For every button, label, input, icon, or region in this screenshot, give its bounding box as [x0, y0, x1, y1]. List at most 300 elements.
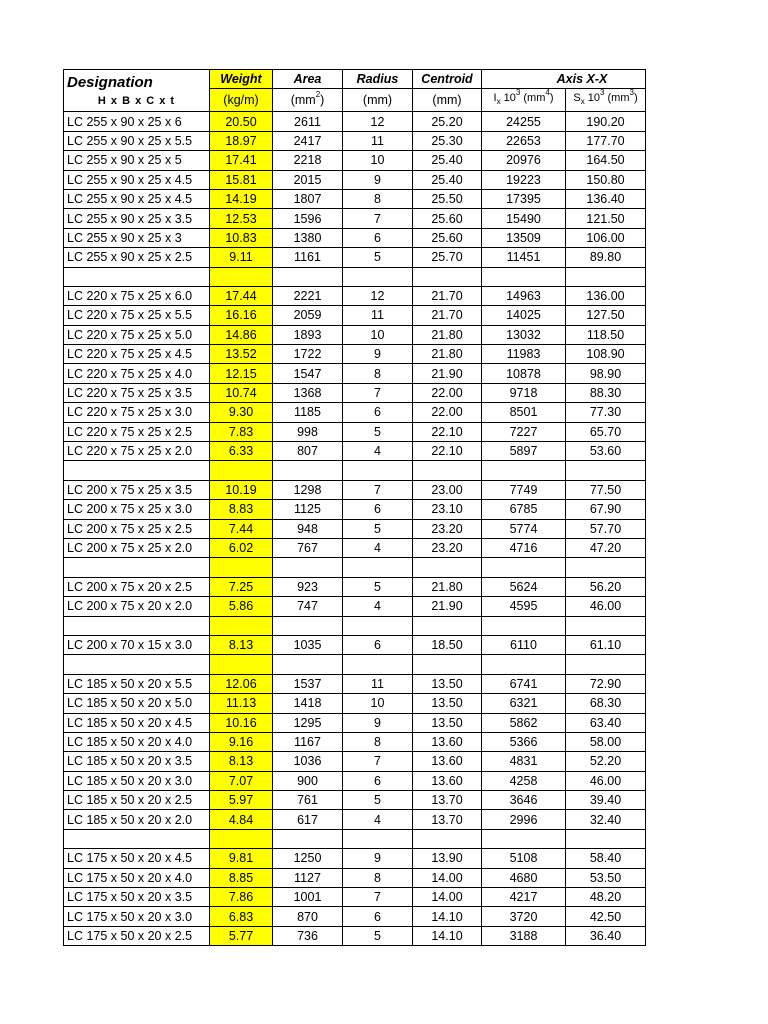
radius-cell: 9: [343, 849, 413, 868]
ix-cell: 4258: [482, 771, 566, 790]
radius-cell: 5: [343, 519, 413, 538]
area-cell: 807: [273, 442, 343, 461]
table-row: [64, 112, 646, 131]
designation-cell: LC 185 x 50 x 20 x 3.0: [64, 771, 210, 790]
weight-cell: 7.83: [210, 422, 273, 441]
centroid-cell: 13.70: [413, 791, 482, 810]
ix-cell: 24255: [482, 112, 566, 131]
centroid-cell: 21.80: [413, 325, 482, 344]
ix-cell: [482, 655, 566, 674]
table-row: [64, 732, 646, 751]
sx-cell: 118.50: [566, 325, 646, 344]
table-row: [64, 403, 646, 422]
ix-cell: 6321: [482, 694, 566, 713]
area-cell: 2218: [273, 151, 343, 170]
weight-cell: 6.02: [210, 538, 273, 557]
area-cell: 2221: [273, 286, 343, 305]
table-row: [64, 926, 646, 945]
ix-cell: 3646: [482, 791, 566, 810]
ix-cell: 7749: [482, 480, 566, 499]
area-unit-end: ): [320, 93, 325, 108]
ix-cell: [482, 829, 566, 848]
sx-cell: 46.00: [566, 597, 646, 616]
sx-cell: 77.30: [566, 403, 646, 422]
area-cell: 998: [273, 422, 343, 441]
radius-cell: 6: [343, 500, 413, 519]
spacer-row: [64, 616, 646, 635]
weight-cell: 15.81: [210, 170, 273, 189]
designation-cell: LC 255 x 90 x 25 x 2.5: [64, 248, 210, 267]
weight-cell: 17.44: [210, 286, 273, 305]
sx-cell: [566, 461, 646, 480]
area-cell: 2611: [273, 112, 343, 131]
radius-header: Radius: [343, 70, 413, 89]
table-row: [64, 480, 646, 499]
designation-cell: LC 220 x 75 x 25 x 3.0: [64, 403, 210, 422]
ix-cell: 14963: [482, 286, 566, 305]
weight-cell: 14.86: [210, 325, 273, 344]
weight-cell: 8.13: [210, 752, 273, 771]
centroid-cell: 13.60: [413, 752, 482, 771]
centroid-cell: 25.60: [413, 209, 482, 228]
radius-cell: 6: [343, 635, 413, 654]
weight-cell: 9.16: [210, 732, 273, 751]
ix-mid: 10: [500, 92, 516, 105]
table-row: [64, 500, 646, 519]
designation-cell: LC 220 x 75 x 25 x 3.5: [64, 383, 210, 402]
ix-cell: 5862: [482, 713, 566, 732]
sx-cell: 52.20: [566, 752, 646, 771]
radius-cell: 4: [343, 597, 413, 616]
sx-cell: 88.30: [566, 383, 646, 402]
table-row: [64, 694, 646, 713]
area-cell: 948: [273, 519, 343, 538]
sx-cell: 77.50: [566, 480, 646, 499]
radius-cell: 10: [343, 151, 413, 170]
ix-cell: 5624: [482, 577, 566, 596]
radius-cell: 4: [343, 810, 413, 829]
centroid-cell: [413, 616, 482, 635]
weight-cell: 12.53: [210, 209, 273, 228]
ix-cell: 22653: [482, 131, 566, 150]
centroid-cell: 22.00: [413, 383, 482, 402]
designation-cell: LC 255 x 90 x 25 x 3.5: [64, 209, 210, 228]
ix-cell: 14025: [482, 306, 566, 325]
table-row: [64, 577, 646, 596]
designation-cell: LC 255 x 90 x 25 x 6: [64, 112, 210, 131]
table-row: [64, 383, 646, 402]
sx-cell: 127.50: [566, 306, 646, 325]
radius-cell: [343, 267, 413, 286]
area-cell: 1167: [273, 732, 343, 751]
area-cell: 617: [273, 810, 343, 829]
ix-unit-sup: 4: [545, 88, 550, 98]
weight-cell: 12.06: [210, 674, 273, 693]
sx-cell: 67.90: [566, 500, 646, 519]
radius-cell: 11: [343, 131, 413, 150]
ix-cell: 4831: [482, 752, 566, 771]
area-cell: 1596: [273, 209, 343, 228]
table-row: [64, 228, 646, 247]
weight-cell: 10.83: [210, 228, 273, 247]
ix-cell: 4595: [482, 597, 566, 616]
weight-cell: 9.81: [210, 849, 273, 868]
sx-cell: 65.70: [566, 422, 646, 441]
weight-cell: 9.11: [210, 248, 273, 267]
area-cell: 870: [273, 907, 343, 926]
sx-mid: 10: [584, 92, 600, 105]
weight-header: Weight: [210, 70, 273, 89]
ix-cell: 15490: [482, 209, 566, 228]
designation-cell: [64, 616, 210, 635]
area-cell: 2059: [273, 306, 343, 325]
sx-cell: [566, 655, 646, 674]
designation-cell: LC 185 x 50 x 20 x 2.0: [64, 810, 210, 829]
ix-cell: 19223: [482, 170, 566, 189]
area-cell: 1185: [273, 403, 343, 422]
spacer-row: [64, 655, 646, 674]
area-cell: 1036: [273, 752, 343, 771]
radius-unit: (mm): [343, 89, 413, 112]
weight-cell: 7.86: [210, 888, 273, 907]
designation-cell: LC 255 x 90 x 25 x 5: [64, 151, 210, 170]
table-row: [64, 888, 646, 907]
weight-cell: 13.52: [210, 345, 273, 364]
sx-label: S: [573, 92, 581, 105]
centroid-cell: [413, 267, 482, 286]
sx-cell: 47.20: [566, 538, 646, 557]
ix-cell: 6110: [482, 635, 566, 654]
ix-cell: 11451: [482, 248, 566, 267]
ix-cell: 11983: [482, 345, 566, 364]
area-cell: 1418: [273, 694, 343, 713]
table-row: [64, 364, 646, 383]
radius-cell: 11: [343, 306, 413, 325]
area-cell: 1127: [273, 868, 343, 887]
centroid-cell: 18.50: [413, 635, 482, 654]
sx-cell: 89.80: [566, 248, 646, 267]
weight-cell: 10.74: [210, 383, 273, 402]
centroid-cell: 14.10: [413, 907, 482, 926]
radius-cell: 7: [343, 888, 413, 907]
table-row: [64, 286, 646, 305]
radius-cell: [343, 829, 413, 848]
spacer-row: [64, 267, 646, 286]
centroid-cell: [413, 655, 482, 674]
designation-cell: [64, 655, 210, 674]
sx-cell: 39.40: [566, 791, 646, 810]
table-row: [64, 151, 646, 170]
ix-header: [482, 89, 566, 112]
weight-cell: [210, 616, 273, 635]
table-row: [64, 519, 646, 538]
centroid-unit: (mm): [413, 89, 482, 112]
radius-cell: 8: [343, 868, 413, 887]
designation-cell: LC 200 x 75 x 20 x 2.5: [64, 577, 210, 596]
centroid-cell: 25.50: [413, 189, 482, 208]
area-cell: 900: [273, 771, 343, 790]
table-row: [64, 442, 646, 461]
table-row: [64, 306, 646, 325]
ix-cell: 17395: [482, 189, 566, 208]
designation-cell: LC 255 x 90 x 25 x 4.5: [64, 170, 210, 189]
radius-cell: 5: [343, 248, 413, 267]
designation-cell: LC 220 x 75 x 25 x 5.0: [64, 325, 210, 344]
area-unit-base: (mm: [290, 93, 316, 108]
table-row: [64, 538, 646, 557]
ix-cell: [482, 616, 566, 635]
weight-cell: 7.07: [210, 771, 273, 790]
weight-cell: 18.97: [210, 131, 273, 150]
sx-unit: (mm: [604, 92, 630, 105]
sx-cell: 108.90: [566, 345, 646, 364]
weight-cell: 12.15: [210, 364, 273, 383]
designation-cell: [64, 267, 210, 286]
ix-cell: 5108: [482, 849, 566, 868]
radius-cell: 7: [343, 752, 413, 771]
axis-header: Axis X-X: [482, 70, 646, 89]
area-cell: 1380: [273, 228, 343, 247]
designation-cell: LC 255 x 90 x 25 x 3: [64, 228, 210, 247]
sx-sup: 3: [600, 88, 605, 98]
sx-cell: 190.20: [566, 112, 646, 131]
table-row: [64, 752, 646, 771]
centroid-cell: [413, 829, 482, 848]
weight-cell: 17.41: [210, 151, 273, 170]
radius-cell: 6: [343, 771, 413, 790]
designation-cell: LC 220 x 75 x 25 x 4.0: [64, 364, 210, 383]
centroid-cell: 22.10: [413, 442, 482, 461]
radius-cell: 5: [343, 577, 413, 596]
centroid-header: Centroid: [413, 70, 482, 89]
centroid-cell: 25.20: [413, 112, 482, 131]
radius-cell: 8: [343, 732, 413, 751]
table-row: [64, 791, 646, 810]
radius-cell: 6: [343, 907, 413, 926]
designation-cell: LC 185 x 50 x 20 x 4.0: [64, 732, 210, 751]
area-cell: 1295: [273, 713, 343, 732]
area-cell: 2417: [273, 131, 343, 150]
weight-cell: 10.19: [210, 480, 273, 499]
designation-cell: LC 185 x 50 x 20 x 3.5: [64, 752, 210, 771]
radius-cell: 5: [343, 926, 413, 945]
weight-cell: 9.30: [210, 403, 273, 422]
designation-cell: LC 175 x 50 x 20 x 3.5: [64, 888, 210, 907]
centroid-cell: 13.50: [413, 694, 482, 713]
weight-cell: 6.83: [210, 907, 273, 926]
table-row: [64, 810, 646, 829]
designation-cell: LC 220 x 75 x 25 x 2.0: [64, 442, 210, 461]
radius-cell: 6: [343, 228, 413, 247]
weight-cell: 6.33: [210, 442, 273, 461]
ix-cell: 4716: [482, 538, 566, 557]
radius-cell: 5: [343, 791, 413, 810]
spacer-row: [64, 829, 646, 848]
designation-cell: LC 175 x 50 x 20 x 4.0: [64, 868, 210, 887]
area-header: Area: [273, 70, 343, 89]
designation-cell: LC 200 x 75 x 25 x 3.5: [64, 480, 210, 499]
ix-label: I: [493, 92, 497, 105]
sx-cell: 150.80: [566, 170, 646, 189]
radius-cell: 8: [343, 189, 413, 208]
centroid-cell: 25.70: [413, 248, 482, 267]
area-cell: 2015: [273, 170, 343, 189]
weight-unit: (kg/m): [210, 89, 273, 112]
ix-cell: [482, 558, 566, 577]
centroid-cell: 14.00: [413, 888, 482, 907]
sx-cell: 48.20: [566, 888, 646, 907]
ix-cell: 6741: [482, 674, 566, 693]
weight-cell: 7.44: [210, 519, 273, 538]
area-cell: [273, 461, 343, 480]
sx-cell: 58.40: [566, 849, 646, 868]
ix-sub: x: [496, 97, 501, 107]
designation-cell: LC 200 x 75 x 25 x 3.0: [64, 500, 210, 519]
table-row: [64, 422, 646, 441]
table-row: [64, 325, 646, 344]
designation-cell: LC 175 x 50 x 20 x 3.0: [64, 907, 210, 926]
weight-cell: [210, 267, 273, 286]
centroid-cell: 25.40: [413, 170, 482, 189]
area-cell: 747: [273, 597, 343, 616]
area-cell: 1368: [273, 383, 343, 402]
area-cell: [273, 558, 343, 577]
designation-cell: LC 220 x 75 x 25 x 4.5: [64, 345, 210, 364]
ix-cell: 4217: [482, 888, 566, 907]
ix-cell: 7227: [482, 422, 566, 441]
designation-cell: [64, 461, 210, 480]
sx-cell: 136.40: [566, 189, 646, 208]
sx-cell: 53.50: [566, 868, 646, 887]
area-cell: 1547: [273, 364, 343, 383]
centroid-cell: 21.90: [413, 364, 482, 383]
area-cell: 767: [273, 538, 343, 557]
ix-cell: 3188: [482, 926, 566, 945]
weight-cell: 11.13: [210, 694, 273, 713]
area-cell: [273, 616, 343, 635]
ix-cell: 5366: [482, 732, 566, 751]
ix-cell: 13032: [482, 325, 566, 344]
centroid-cell: 23.20: [413, 519, 482, 538]
centroid-cell: 13.50: [413, 674, 482, 693]
table-row: [64, 771, 646, 790]
area-cell: 1001: [273, 888, 343, 907]
radius-cell: 7: [343, 209, 413, 228]
centroid-cell: 22.00: [413, 403, 482, 422]
sx-cell: 58.00: [566, 732, 646, 751]
weight-cell: 8.85: [210, 868, 273, 887]
sx-cell: 42.50: [566, 907, 646, 926]
ix-unit-end: ): [549, 92, 554, 105]
sx-unit-sup: 3: [629, 88, 634, 98]
sx-cell: 63.40: [566, 713, 646, 732]
sx-cell: 36.40: [566, 926, 646, 945]
ix-cell: [482, 461, 566, 480]
sx-unit-end: ): [633, 92, 638, 105]
radius-cell: 9: [343, 345, 413, 364]
weight-cell: 5.77: [210, 926, 273, 945]
weight-cell: 7.25: [210, 577, 273, 596]
centroid-cell: 25.30: [413, 131, 482, 150]
ix-cell: 3720: [482, 907, 566, 926]
sx-cell: 121.50: [566, 209, 646, 228]
sx-cell: [566, 558, 646, 577]
designation-cell: LC 200 x 70 x 15 x 3.0: [64, 635, 210, 654]
weight-cell: [210, 655, 273, 674]
centroid-cell: 13.60: [413, 732, 482, 751]
weight-cell: 8.83: [210, 500, 273, 519]
centroid-cell: 25.40: [413, 151, 482, 170]
area-cell: [273, 655, 343, 674]
designation-cell: LC 185 x 50 x 20 x 5.5: [64, 674, 210, 693]
sx-cell: 57.70: [566, 519, 646, 538]
ix-cell: 10878: [482, 364, 566, 383]
table-row: [64, 849, 646, 868]
radius-cell: 7: [343, 480, 413, 499]
designation-cell: LC 200 x 75 x 25 x 2.0: [64, 538, 210, 557]
area-cell: 1807: [273, 189, 343, 208]
weight-cell: 4.84: [210, 810, 273, 829]
sx-cell: 177.70: [566, 131, 646, 150]
radius-cell: [343, 655, 413, 674]
sx-header: [566, 89, 646, 112]
area-unit-sup: 2: [315, 90, 321, 100]
radius-cell: 5: [343, 422, 413, 441]
area-cell: 923: [273, 577, 343, 596]
weight-cell: 5.86: [210, 597, 273, 616]
ix-unit: (mm: [520, 92, 546, 105]
centroid-cell: 14.00: [413, 868, 482, 887]
weight-cell: 5.97: [210, 791, 273, 810]
table-row: [64, 597, 646, 616]
header-row-1: [64, 70, 646, 89]
table-row: [64, 674, 646, 693]
designation-cell: [64, 829, 210, 848]
sx-cell: 53.60: [566, 442, 646, 461]
area-cell: 1250: [273, 849, 343, 868]
designation-header: [64, 70, 210, 112]
centroid-cell: 21.90: [413, 597, 482, 616]
ix-cell: 2996: [482, 810, 566, 829]
ix-cell: [482, 267, 566, 286]
sx-cell: [566, 267, 646, 286]
sx-cell: 56.20: [566, 577, 646, 596]
centroid-cell: 21.70: [413, 286, 482, 305]
centroid-cell: 13.90: [413, 849, 482, 868]
radius-cell: 9: [343, 170, 413, 189]
table-row: [64, 868, 646, 887]
designation-cell: LC 185 x 50 x 20 x 4.5: [64, 713, 210, 732]
table-row: [64, 907, 646, 926]
centroid-cell: 13.60: [413, 771, 482, 790]
designation-cell: LC 200 x 75 x 20 x 2.0: [64, 597, 210, 616]
sx-cell: 61.10: [566, 635, 646, 654]
designation-cell: LC 185 x 50 x 20 x 5.0: [64, 694, 210, 713]
area-cell: 1893: [273, 325, 343, 344]
radius-cell: 11: [343, 674, 413, 693]
spacer-row: [64, 461, 646, 480]
sx-cell: 68.30: [566, 694, 646, 713]
weight-cell: 14.19: [210, 189, 273, 208]
area-cell: [273, 267, 343, 286]
area-cell: 1125: [273, 500, 343, 519]
centroid-cell: 21.80: [413, 577, 482, 596]
table-row: [64, 170, 646, 189]
weight-cell: 16.16: [210, 306, 273, 325]
sx-cell: 72.90: [566, 674, 646, 693]
designation-cell: [64, 558, 210, 577]
centroid-cell: 23.20: [413, 538, 482, 557]
